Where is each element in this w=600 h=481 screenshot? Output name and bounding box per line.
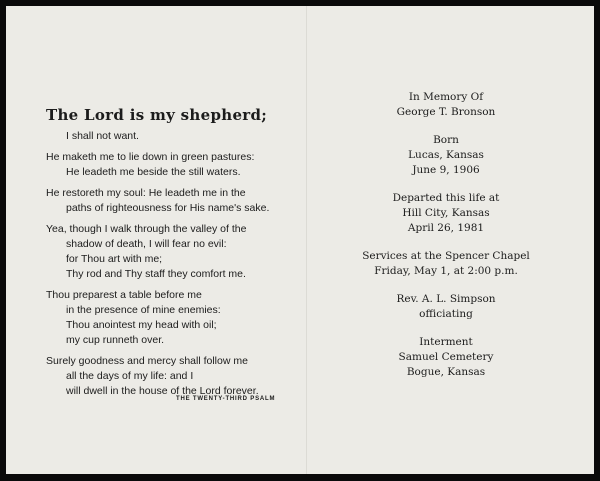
cemetery-location: Bogue, Kansas — [406, 366, 486, 378]
memorial-line: Departed this life at — [392, 192, 500, 204]
memorial-line: In Memory Of — [408, 91, 484, 103]
psalm-line: He leadeth me beside the still waters. — [66, 166, 241, 178]
psalm-panel — [46, 106, 301, 399]
psalm-line: He maketh me to lie down in green pastures: — [46, 151, 255, 163]
birth-block — [356, 133, 536, 178]
psalm-line: all the days of my life: and I — [66, 370, 194, 382]
memorial-line: Interment — [419, 336, 473, 348]
psalm-credit: THE TWENTY-THIRD PSALM — [176, 396, 276, 402]
memorial-card — [6, 6, 594, 474]
officiant-name: Rev. A. L. Simpson — [396, 293, 496, 305]
interment-block — [356, 335, 536, 380]
death-date: April 26, 1981 — [407, 222, 485, 234]
psalm-line: my cup runneth over. — [66, 334, 165, 346]
birth-place: Lucas, Kansas — [408, 149, 484, 161]
psalm-title: The Lord is my shepherd; — [46, 106, 268, 124]
psalm-line: will dwell in the house of the Lord forever. — [66, 385, 259, 397]
memorial-heading — [356, 90, 536, 120]
psalm-line: Thou anointest my head with oil; — [66, 319, 217, 331]
memorial-line: Born — [433, 134, 459, 146]
death-place: Hill City, Kansas — [402, 207, 490, 219]
services-block — [356, 249, 536, 279]
birth-date: June 9, 1906 — [412, 164, 480, 176]
psalm-line: paths of righteousness for His name's sake. — [66, 202, 270, 214]
psalm-line: in the presence of mine enemies: — [66, 304, 221, 316]
psalm-line: I shall not want. — [66, 130, 139, 142]
memorial-line: officiating — [419, 308, 473, 320]
services-location: Services at the Spencer Chapel — [362, 250, 530, 262]
psalm-line: shadow of death, I will fear no evil: — [66, 238, 227, 250]
departed-block — [356, 191, 536, 236]
deceased-name: George T. Bronson — [396, 106, 496, 118]
card-fold — [306, 6, 307, 474]
officiant-block — [356, 292, 536, 322]
cemetery-name: Samuel Cemetery — [398, 351, 494, 363]
psalm-line: Yea, though I walk through the valley of the — [46, 223, 247, 235]
psalm-line: for Thou art with me; — [66, 253, 163, 265]
psalm-line: He restoreth my soul: He leadeth me in the — [46, 187, 246, 199]
psalm-line: Thou preparest a table before me — [46, 289, 202, 301]
psalm-line: Thy rod and Thy staff they comfort me. — [66, 268, 246, 280]
psalm-line: Surely goodness and mercy shall follow me — [46, 355, 248, 367]
memorial-panel — [356, 90, 536, 393]
services-time: Friday, May 1, at 2:00 p.m. — [374, 265, 518, 277]
